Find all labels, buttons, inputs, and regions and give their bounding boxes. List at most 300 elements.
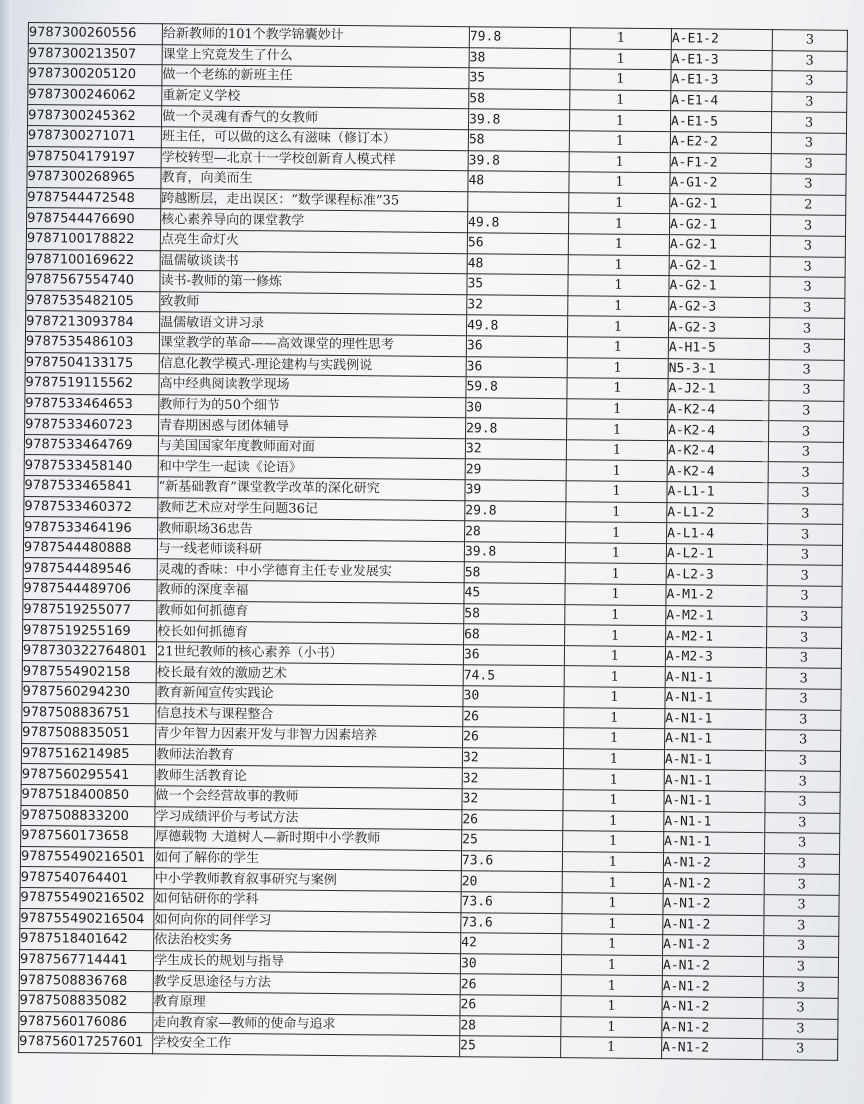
quantity-cell: 1 bbox=[564, 728, 665, 750]
count-cell: 3 bbox=[763, 1018, 838, 1039]
isbn-cell: 9787533464653 bbox=[25, 393, 159, 415]
count-cell: 3 bbox=[768, 442, 843, 463]
isbn-cell: 9787100169622 bbox=[26, 249, 160, 271]
count-cell: 3 bbox=[769, 380, 844, 401]
location-cell: A-G2-1 bbox=[669, 235, 770, 257]
location-cell: A-N1-2 bbox=[663, 935, 764, 957]
count-cell: 3 bbox=[764, 895, 839, 916]
isbn-cell: 9787544489706 bbox=[23, 579, 157, 601]
isbn-cell: 9787533464769 bbox=[24, 434, 158, 456]
quantity-cell: 1 bbox=[569, 110, 670, 132]
title-cell: 点亮生命灯火 bbox=[160, 230, 467, 254]
isbn-cell: 9787560176086 bbox=[19, 1011, 153, 1033]
price-cell: 39 bbox=[465, 480, 566, 502]
title-cell: 教师的深度幸福 bbox=[157, 580, 464, 604]
count-cell: 3 bbox=[765, 792, 840, 813]
quantity-cell: 1 bbox=[564, 687, 665, 709]
location-cell: A-L1-2 bbox=[667, 502, 768, 524]
quantity-cell: 1 bbox=[569, 151, 670, 173]
quantity-cell: 1 bbox=[563, 769, 664, 791]
title-cell: 学习成绩评价与考试方法 bbox=[155, 806, 462, 830]
count-cell: 3 bbox=[767, 544, 842, 565]
count-cell: 3 bbox=[771, 133, 846, 154]
title-cell: 教师如何抓德育 bbox=[157, 600, 464, 624]
count-cell: 3 bbox=[768, 524, 843, 545]
title-cell: 青少年智力因素开发与非智力因素培养 bbox=[156, 724, 463, 748]
location-cell: A-G1-2 bbox=[670, 173, 771, 195]
title-cell: 温儒敏谈读书 bbox=[160, 250, 467, 274]
title-cell: 信息化教学模式-理论建构与实践例说 bbox=[159, 353, 466, 377]
count-cell: 2 bbox=[771, 194, 846, 215]
quantity-cell: 1 bbox=[566, 481, 667, 503]
location-cell: A-E1-3 bbox=[671, 70, 772, 92]
price-cell: 25 bbox=[462, 830, 563, 852]
title-cell: 如何钻研你的学科 bbox=[154, 889, 461, 913]
title-cell: 跨越断层，走出误区：“数学课程标准”35 bbox=[161, 189, 468, 213]
price-cell: 39.8 bbox=[468, 109, 569, 131]
count-cell: 3 bbox=[766, 647, 841, 668]
location-cell: A-G2-1 bbox=[669, 255, 770, 277]
quantity-cell: 1 bbox=[565, 584, 666, 606]
title-cell: 核心素养导向的课堂教学 bbox=[161, 209, 468, 233]
quantity-cell: 1 bbox=[566, 522, 667, 544]
title-cell: “新基础教育”课堂教学改革的深化研究 bbox=[158, 477, 465, 501]
title-cell: 学校安全工作 bbox=[153, 1033, 460, 1057]
quantity-cell: 1 bbox=[562, 872, 663, 894]
price-cell: 35 bbox=[469, 68, 570, 90]
location-cell: A-E2-2 bbox=[670, 132, 771, 154]
count-cell: 3 bbox=[763, 977, 838, 998]
price-cell: 32 bbox=[462, 747, 563, 769]
price-cell: 68 bbox=[464, 624, 565, 646]
count-cell: 3 bbox=[772, 71, 847, 92]
title-cell: 做一个老练的新班主任 bbox=[162, 65, 469, 89]
quantity-cell: 1 bbox=[566, 440, 667, 462]
quantity-cell: 1 bbox=[563, 831, 664, 853]
quantity-cell: 1 bbox=[564, 666, 665, 688]
isbn-cell: 9787504133175 bbox=[25, 352, 159, 374]
count-cell: 3 bbox=[764, 915, 839, 936]
isbn-cell: 9787567554740 bbox=[26, 270, 160, 292]
title-cell: 教师艺术应对学生问题36记 bbox=[158, 497, 465, 521]
count-cell: 3 bbox=[769, 359, 844, 380]
count-cell: 3 bbox=[763, 1039, 838, 1060]
count-cell: 3 bbox=[768, 503, 843, 524]
price-cell: 28 bbox=[465, 521, 566, 543]
isbn-cell: 978755490216502 bbox=[20, 887, 154, 909]
isbn-cell: 9787518400850 bbox=[21, 784, 155, 806]
isbn-cell: 9787533460372 bbox=[24, 496, 158, 518]
price-cell: 59.8 bbox=[466, 377, 567, 399]
quantity-cell: 1 bbox=[564, 707, 665, 729]
title-cell: 读书-教师的第一修炼 bbox=[160, 271, 467, 295]
location-cell: A-K2-4 bbox=[667, 441, 768, 463]
count-cell: 3 bbox=[769, 318, 844, 339]
isbn-cell: 9787508836768 bbox=[19, 970, 153, 992]
price-cell: 38 bbox=[469, 47, 570, 69]
price-cell: 49.8 bbox=[467, 315, 568, 337]
quantity-cell: 1 bbox=[563, 748, 664, 770]
isbn-cell: 9787508835082 bbox=[19, 990, 153, 1012]
location-cell: A-N1-2 bbox=[662, 955, 763, 977]
title-cell: 教育，向美而生 bbox=[161, 168, 468, 192]
location-cell: A-N1-2 bbox=[662, 1017, 763, 1039]
isbn-cell: 9787100178822 bbox=[26, 228, 160, 250]
count-cell: 3 bbox=[767, 627, 842, 648]
quantity-cell: 1 bbox=[563, 790, 664, 812]
isbn-cell: 9787560173658 bbox=[21, 826, 155, 848]
price-cell: 20 bbox=[461, 871, 562, 893]
isbn-cell: 978755490216504 bbox=[20, 908, 154, 930]
location-cell: A-N1-1 bbox=[664, 832, 765, 854]
isbn-cell: 9787300246062 bbox=[28, 84, 162, 106]
location-cell: A-N1-2 bbox=[663, 873, 764, 895]
title-cell: 教师法治教育 bbox=[155, 745, 462, 769]
isbn-cell: 978756017257601 bbox=[19, 1032, 153, 1054]
title-cell: 做一个灵魂有香气的女教师 bbox=[162, 106, 469, 130]
location-cell: A-E1-2 bbox=[671, 29, 772, 51]
title-cell: 依法治校实务 bbox=[154, 930, 461, 954]
location-cell: A-F1-2 bbox=[670, 152, 771, 174]
price-cell: 30 bbox=[463, 686, 564, 708]
isbn-cell: 9787504179197 bbox=[27, 146, 161, 168]
location-cell: A-H1-5 bbox=[668, 338, 769, 360]
location-cell: A-M2-1 bbox=[666, 605, 767, 627]
isbn-cell: 9787300245362 bbox=[28, 105, 162, 127]
isbn-cell: 9787544472548 bbox=[27, 187, 161, 209]
location-cell: A-L1-1 bbox=[667, 482, 768, 504]
location-cell: A-M2-1 bbox=[666, 626, 767, 648]
count-cell: 3 bbox=[767, 586, 842, 607]
isbn-cell: 9787300271071 bbox=[27, 125, 161, 147]
book-list-body bbox=[19, 23, 848, 1061]
location-cell: A-L2-3 bbox=[666, 564, 767, 586]
count-cell: 3 bbox=[764, 853, 839, 874]
quantity-cell: 1 bbox=[561, 975, 662, 997]
quantity-cell: 1 bbox=[562, 893, 663, 915]
quantity-cell: 1 bbox=[568, 295, 669, 317]
location-cell: A-G2-3 bbox=[669, 296, 770, 318]
location-cell: A-E1-3 bbox=[671, 49, 772, 71]
quantity-cell: 1 bbox=[568, 234, 669, 256]
page-edge-shadow bbox=[0, 0, 12, 1104]
count-cell: 3 bbox=[769, 400, 844, 421]
book-list-table bbox=[18, 22, 848, 1061]
count-cell: 3 bbox=[772, 91, 847, 112]
count-cell: 3 bbox=[770, 236, 845, 257]
location-cell: A-N1-1 bbox=[665, 688, 766, 710]
quantity-cell: 1 bbox=[565, 625, 666, 647]
isbn-cell: 9787518401642 bbox=[20, 929, 154, 951]
count-cell: 3 bbox=[766, 689, 841, 710]
price-cell: 32 bbox=[465, 439, 566, 461]
quantity-cell: 1 bbox=[562, 913, 663, 935]
title-cell: 学生成长的规划与指导 bbox=[153, 950, 460, 974]
title-cell: 灵魂的香味：中小学德育主任专业发展实 bbox=[157, 559, 464, 583]
location-cell: A-M1-2 bbox=[666, 585, 767, 607]
price-cell: 30 bbox=[466, 397, 567, 419]
isbn-cell: 9787544480888 bbox=[23, 537, 157, 559]
quantity-cell: 1 bbox=[569, 131, 670, 153]
quantity-cell: 1 bbox=[563, 810, 664, 832]
quantity-cell: 1 bbox=[562, 934, 663, 956]
title-cell: 教育新闻宣传实践论 bbox=[156, 683, 463, 707]
count-cell: 3 bbox=[768, 462, 843, 483]
count-cell: 3 bbox=[770, 256, 845, 277]
title-cell: 和中学生一起读《论语》 bbox=[158, 456, 465, 480]
quantity-cell: 1 bbox=[566, 460, 667, 482]
price-cell: 79.8 bbox=[469, 27, 570, 49]
title-cell: 与美国国家年度教师面对面 bbox=[158, 436, 465, 460]
isbn-cell: 9787300213507 bbox=[28, 43, 162, 65]
isbn-cell: 9787516214985 bbox=[21, 743, 155, 765]
count-cell: 3 bbox=[765, 771, 840, 792]
quantity-cell: 1 bbox=[567, 398, 668, 420]
title-cell: 学校转型—北京十一学校创新育人模式样 bbox=[161, 147, 468, 171]
location-cell: A-N1-2 bbox=[663, 914, 764, 936]
isbn-cell: 9787544476690 bbox=[27, 208, 161, 230]
price-cell: 32 bbox=[462, 789, 563, 811]
quantity-cell: 1 bbox=[565, 563, 666, 585]
price-cell: 45 bbox=[464, 583, 565, 605]
location-cell: A-N1-2 bbox=[662, 976, 763, 998]
title-cell: 校长如何抓德育 bbox=[157, 621, 464, 645]
price-cell: 48 bbox=[468, 171, 569, 193]
price-cell: 58 bbox=[464, 603, 565, 625]
count-cell: 3 bbox=[766, 668, 841, 689]
price-cell: 73.6 bbox=[461, 850, 562, 872]
price-cell: 26 bbox=[463, 706, 564, 728]
quantity-cell: 1 bbox=[567, 337, 668, 359]
count-cell: 3 bbox=[771, 153, 846, 174]
price-cell: 29.8 bbox=[466, 418, 567, 440]
location-cell: A-E1-5 bbox=[670, 111, 771, 133]
location-cell: A-L2-1 bbox=[666, 543, 767, 565]
quantity-cell: 1 bbox=[561, 954, 662, 976]
count-cell: 3 bbox=[768, 483, 843, 504]
title-cell: 信息技术与课程整合 bbox=[156, 703, 463, 727]
count-cell: 3 bbox=[765, 750, 840, 771]
quantity-cell: 1 bbox=[570, 89, 671, 111]
location-cell: A-N1-1 bbox=[664, 811, 765, 833]
price-cell: 29.8 bbox=[465, 500, 566, 522]
count-cell: 3 bbox=[767, 606, 842, 627]
quantity-cell: 1 bbox=[568, 254, 669, 276]
count-cell: 3 bbox=[764, 874, 839, 895]
isbn-cell: 9787508835051 bbox=[22, 723, 156, 745]
location-cell: A-N1-1 bbox=[664, 791, 765, 813]
price-cell: 58 bbox=[464, 562, 565, 584]
location-cell: N5-3-1 bbox=[668, 358, 769, 380]
quantity-cell: 1 bbox=[569, 192, 670, 214]
location-cell: A-K2-4 bbox=[667, 461, 768, 483]
location-cell: A-N1-2 bbox=[663, 894, 764, 916]
isbn-cell: 978755490216501 bbox=[20, 846, 154, 868]
price-cell: 36 bbox=[466, 356, 567, 378]
count-cell: 3 bbox=[769, 339, 844, 360]
title-cell: 班主任，可以做的这么有滋味（修订本） bbox=[161, 127, 468, 151]
price-cell: 29 bbox=[465, 459, 566, 481]
isbn-cell: 9787519255169 bbox=[23, 620, 157, 642]
price-cell: 26 bbox=[460, 974, 561, 996]
location-cell: A-N1-1 bbox=[665, 708, 766, 730]
price-cell: 58 bbox=[468, 130, 569, 152]
price-cell: 26 bbox=[460, 995, 561, 1017]
title-cell: 校长最有效的激励艺术 bbox=[156, 662, 463, 686]
price-cell: 49.8 bbox=[467, 212, 568, 234]
price-cell: 73.6 bbox=[461, 912, 562, 934]
count-cell: 3 bbox=[763, 956, 838, 977]
count-cell: 3 bbox=[766, 730, 841, 751]
location-cell: A-G2-1 bbox=[669, 276, 770, 298]
quantity-cell: 1 bbox=[568, 213, 669, 235]
price-cell: 25 bbox=[460, 1036, 561, 1058]
isbn-cell: 9787567714441 bbox=[19, 949, 153, 971]
location-cell: A-G2-1 bbox=[670, 193, 771, 215]
quantity-cell: 1 bbox=[567, 419, 668, 441]
title-cell: 重新定义学校 bbox=[162, 86, 469, 110]
location-cell: A-E1-4 bbox=[671, 90, 772, 112]
price-cell: 58 bbox=[469, 89, 570, 111]
count-cell: 3 bbox=[769, 421, 844, 442]
location-cell: A-L1-4 bbox=[667, 523, 768, 545]
quantity-cell: 1 bbox=[561, 1016, 662, 1038]
price-cell: 73.6 bbox=[461, 892, 562, 914]
count-cell: 3 bbox=[770, 215, 845, 236]
isbn-cell: 9787300268965 bbox=[27, 167, 161, 189]
isbn-cell: 9787533464196 bbox=[24, 517, 158, 539]
count-cell: 3 bbox=[770, 297, 845, 318]
isbn-cell: 9787535482105 bbox=[26, 290, 160, 312]
quantity-cell: 1 bbox=[566, 501, 667, 523]
title-cell: 21世纪教师的核心素养（小书） bbox=[156, 642, 463, 666]
quantity-cell: 1 bbox=[570, 48, 671, 70]
title-cell: 教师生活教育论 bbox=[155, 765, 462, 789]
price-cell: 30 bbox=[460, 953, 561, 975]
quantity-cell: 1 bbox=[568, 275, 669, 297]
title-cell: 高中经典阅读教学现场 bbox=[159, 374, 466, 398]
quantity-cell: 1 bbox=[570, 28, 671, 50]
quantity-cell: 1 bbox=[562, 851, 663, 873]
count-cell: 3 bbox=[771, 174, 846, 195]
isbn-cell: 9787535486103 bbox=[25, 331, 159, 353]
title-cell: 教育原理 bbox=[153, 992, 460, 1016]
count-cell: 3 bbox=[763, 998, 838, 1019]
title-cell: 致教师 bbox=[160, 291, 467, 315]
title-cell: 温儒敏语文讲习录 bbox=[160, 312, 467, 336]
title-cell: 给新教师的101个教学锦囊妙计 bbox=[162, 24, 469, 48]
price-cell bbox=[468, 191, 569, 213]
isbn-cell: 9787533465841 bbox=[24, 476, 158, 498]
title-cell: 如何向你的同伴学习 bbox=[154, 909, 461, 933]
count-cell: 3 bbox=[766, 709, 841, 730]
isbn-cell: 9787300260556 bbox=[28, 23, 162, 45]
isbn-cell: 9787213093784 bbox=[26, 311, 160, 333]
location-cell: A-K2-4 bbox=[668, 420, 769, 442]
count-cell: 3 bbox=[772, 30, 847, 51]
isbn-cell: 9787519255077 bbox=[23, 599, 157, 621]
isbn-cell: 9787519115562 bbox=[25, 373, 159, 395]
location-cell: A-J2-1 bbox=[668, 379, 769, 401]
title-cell: 青春期困惑与团体辅导 bbox=[159, 415, 466, 439]
title-cell: 与一线老师谈科研 bbox=[157, 539, 464, 563]
price-cell: 42 bbox=[461, 933, 562, 955]
location-cell: A-N1-1 bbox=[665, 667, 766, 689]
title-cell: 厚德载物 大道树人—新时期中小学教师 bbox=[155, 827, 462, 851]
isbn-cell: 9787540764401 bbox=[20, 867, 154, 889]
location-cell: A-N1-2 bbox=[662, 1038, 763, 1060]
count-cell: 3 bbox=[770, 277, 845, 298]
price-cell: 28 bbox=[460, 1015, 561, 1037]
quantity-cell: 1 bbox=[565, 543, 666, 565]
isbn-cell: 9787533460723 bbox=[25, 414, 159, 436]
price-cell: 26 bbox=[462, 809, 563, 831]
quantity-cell: 1 bbox=[569, 172, 670, 194]
price-cell: 56 bbox=[467, 233, 568, 255]
isbn-cell: 9787544489546 bbox=[23, 558, 157, 580]
isbn-cell: 9787560294230 bbox=[22, 681, 156, 703]
quantity-cell: 1 bbox=[561, 996, 662, 1018]
quantity-cell: 1 bbox=[561, 1037, 662, 1059]
location-cell: A-N1-1 bbox=[665, 729, 766, 751]
price-cell: 48 bbox=[467, 253, 568, 275]
title-cell: 课堂教学的革命——高效课堂的理性思考 bbox=[159, 333, 466, 357]
title-cell: 如何了解你的学生 bbox=[154, 848, 461, 872]
title-cell: 做一个会经营故事的教师 bbox=[155, 786, 462, 810]
title-cell: 教师职场36忠告 bbox=[158, 518, 465, 542]
price-cell: 74.5 bbox=[463, 665, 564, 687]
title-cell: 走向教育家—教师的使命与追求 bbox=[153, 1012, 460, 1036]
count-cell: 3 bbox=[765, 812, 840, 833]
isbn-cell: 9787560295541 bbox=[21, 764, 155, 786]
price-cell: 32 bbox=[467, 294, 568, 316]
count-cell: 3 bbox=[771, 112, 846, 133]
price-cell: 32 bbox=[462, 768, 563, 790]
count-cell: 3 bbox=[772, 50, 847, 71]
isbn-cell: 9787508836751 bbox=[22, 702, 156, 724]
price-cell: 26 bbox=[463, 727, 564, 749]
isbn-cell: 9787300205120 bbox=[28, 64, 162, 86]
location-cell: A-M2-3 bbox=[665, 646, 766, 668]
quantity-cell: 1 bbox=[565, 604, 666, 626]
title-cell: 教师行为的50个细节 bbox=[159, 394, 466, 418]
title-cell: 课堂上究竟发生了什么 bbox=[162, 44, 469, 68]
location-cell: A-K2-4 bbox=[668, 399, 769, 421]
price-cell: 36 bbox=[466, 336, 567, 358]
location-cell: A-G2-3 bbox=[669, 317, 770, 339]
location-cell: A-N1-2 bbox=[662, 997, 763, 1019]
price-cell: 36 bbox=[463, 645, 564, 667]
count-cell: 3 bbox=[764, 936, 839, 957]
quantity-cell: 1 bbox=[568, 316, 669, 338]
quantity-cell: 1 bbox=[567, 378, 668, 400]
isbn-cell: 9787554902158 bbox=[22, 661, 156, 683]
count-cell: 3 bbox=[767, 565, 842, 586]
quantity-cell: 1 bbox=[564, 645, 665, 667]
quantity-cell: 1 bbox=[570, 69, 671, 91]
location-cell: A-N1-2 bbox=[663, 852, 764, 874]
price-cell: 39.8 bbox=[464, 542, 565, 564]
title-cell: 教学反思途径与方法 bbox=[153, 971, 460, 995]
location-cell: A-N1-1 bbox=[664, 749, 765, 771]
isbn-cell: 978730322764801 bbox=[22, 640, 156, 662]
count-cell: 3 bbox=[765, 833, 840, 854]
location-cell: A-G2-1 bbox=[669, 214, 770, 236]
quantity-cell: 1 bbox=[567, 357, 668, 379]
location-cell: A-N1-1 bbox=[664, 770, 765, 792]
title-cell: 中小学教师教育叙事研究与案例 bbox=[154, 868, 461, 892]
price-cell: 39.8 bbox=[468, 150, 569, 172]
